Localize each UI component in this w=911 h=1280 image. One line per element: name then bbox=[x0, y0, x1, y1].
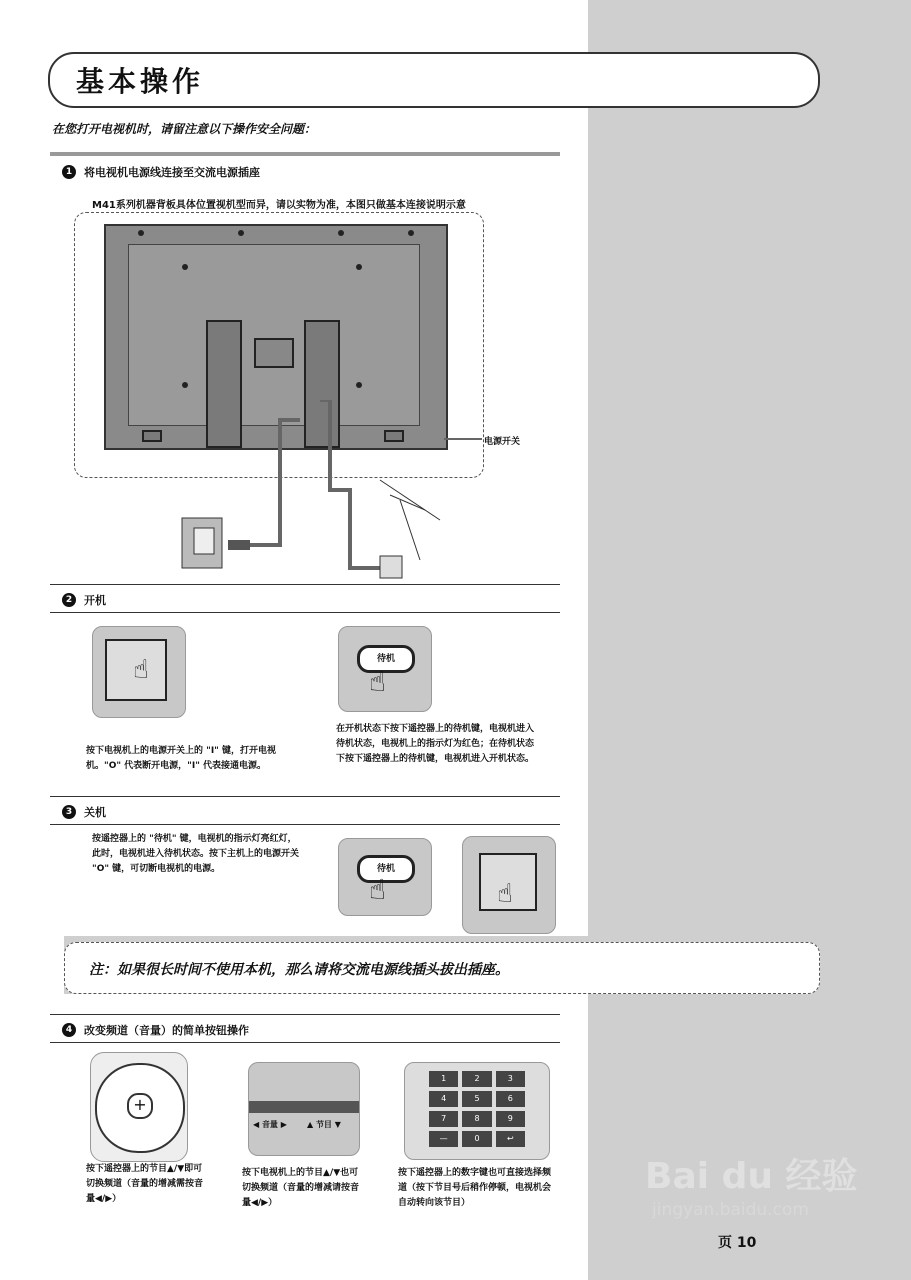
panel-channel-label: ▲ 节目 ▼ bbox=[307, 1120, 341, 1129]
screw bbox=[182, 264, 188, 270]
dpad-center-icon: + bbox=[127, 1093, 153, 1119]
keypad-grid bbox=[429, 1071, 525, 1147]
keypad-key: 6 bbox=[496, 1091, 525, 1107]
section3-badge: 3 bbox=[62, 805, 76, 819]
keypad-key: — bbox=[429, 1131, 458, 1147]
title-box bbox=[48, 52, 820, 108]
section-divider bbox=[50, 824, 560, 825]
section-divider bbox=[50, 152, 560, 156]
page-number: 页 10 bbox=[718, 1235, 757, 1251]
section4-title: 改变频道（音量）的简单按钮操作 bbox=[84, 1024, 249, 1037]
screw bbox=[338, 230, 344, 236]
section-divider bbox=[50, 1014, 560, 1015]
port bbox=[142, 430, 162, 442]
section4-col1-text: 按下遥控器上的节目▲/▼即可切换频道（音量的增减需按音量◀/▶） bbox=[86, 1164, 204, 1204]
section2-left-text: 按下电视机上的电源开关上的 "I" 键，打开电视机。"O" 代表断开电源，"I" 代表接通电源。 bbox=[86, 746, 276, 771]
section2-badge: 2 bbox=[62, 593, 76, 607]
tv-panel-buttons bbox=[248, 1062, 360, 1156]
section1-title: 将电视机电源线连接至交流电源插座 bbox=[84, 166, 260, 179]
keypad-key: 4 bbox=[429, 1091, 458, 1107]
standby-remote-card-off bbox=[338, 838, 432, 916]
cable-diagram bbox=[180, 400, 460, 580]
screw bbox=[238, 230, 244, 236]
power-switch-card bbox=[92, 626, 186, 718]
hand-pointer-icon: ☝ bbox=[497, 879, 513, 909]
hand-pointer-icon: ☝ bbox=[133, 655, 149, 685]
screw bbox=[356, 382, 362, 388]
section1-subnote: M41系列机器背板具体位置视机型而异，请以实物为准，本图只做基本连接说明示意 bbox=[92, 200, 466, 211]
page-title: 基本操作 bbox=[76, 65, 205, 98]
keypad-key: 1 bbox=[429, 1071, 458, 1087]
section4-badge: 4 bbox=[62, 1023, 76, 1037]
keypad-key: 3 bbox=[496, 1071, 525, 1087]
hand-pointer-icon: ☝ bbox=[369, 873, 387, 906]
standby-remote-card bbox=[338, 626, 432, 712]
keypad-key: ↩ bbox=[496, 1131, 525, 1147]
keypad-key: 5 bbox=[462, 1091, 491, 1107]
side-band bbox=[588, 0, 911, 1280]
section1-badge: 1 bbox=[62, 165, 76, 179]
section2-right-text: 在开机状态下按下遥控器上的待机键，电视机进入待机状态，电视机上的指示灯为红色；在待机状态下按下遥控器上的待机键，电视机进入开机状态。 bbox=[336, 724, 535, 764]
power-switch-label: 电源开关 bbox=[484, 437, 521, 447]
remote-keypad bbox=[404, 1062, 550, 1160]
section3-title: 关机 bbox=[84, 806, 106, 819]
label-plate bbox=[254, 338, 294, 368]
section4-col3-text: 按下遥控器上的数字键也可直接选择频道（按下节目号后稍作停顿，电视机会自动转向该节目） bbox=[398, 1168, 552, 1208]
notice-text: 注：如果很长时间不使用本机，那么请将交流电源线插头拔出插座。 bbox=[89, 962, 509, 978]
remote-dpad bbox=[90, 1052, 188, 1162]
screw bbox=[182, 382, 188, 388]
panel-volume-label: ◀ 音量 ▶ bbox=[253, 1120, 287, 1129]
intro-text: 在您打开电视机时，请留注意以下操作安全问题： bbox=[52, 122, 317, 136]
section3-heading bbox=[62, 804, 106, 820]
section3-text: 按遥控器上的 "待机" 键，电视机的指示灯亮红灯，此时，电视机进入待机状态。按下主机上的电源开关 "O" 键，可切断电视机的电源。 bbox=[92, 834, 300, 874]
section-divider bbox=[50, 584, 560, 585]
section4-heading bbox=[62, 1022, 249, 1038]
keypad-key: 7 bbox=[429, 1111, 458, 1127]
watermark-url: jingyan.baidu.com bbox=[652, 1200, 809, 1220]
screw bbox=[356, 264, 362, 270]
button-strip bbox=[249, 1101, 359, 1113]
section-divider bbox=[50, 796, 560, 797]
section-divider bbox=[50, 1042, 560, 1043]
notice-box bbox=[64, 942, 820, 994]
tv-inner-panel bbox=[128, 244, 420, 426]
section1-heading bbox=[62, 164, 260, 180]
watermark-logo: Bai du 经验 bbox=[645, 1156, 858, 1197]
screw bbox=[408, 230, 414, 236]
section2-title: 开机 bbox=[84, 594, 106, 607]
keypad-key: 8 bbox=[462, 1111, 491, 1127]
screw bbox=[138, 230, 144, 236]
keypad-key: 2 bbox=[462, 1071, 491, 1087]
section4-col2-text: 按下电视机上的节目▲/▼也可切换频道（音量的增减请按音量◀/▶） bbox=[242, 1168, 360, 1208]
standby-button: 待机 bbox=[357, 645, 415, 673]
antenna-socket bbox=[380, 556, 402, 578]
section2-heading bbox=[62, 592, 106, 608]
power-switch-off-card bbox=[462, 836, 556, 934]
hand-pointer-icon: ☝ bbox=[369, 665, 387, 698]
section-divider bbox=[50, 612, 560, 613]
keypad-key: 9 bbox=[496, 1111, 525, 1127]
keypad-key: 0 bbox=[462, 1131, 491, 1147]
standby-button: 待机 bbox=[357, 855, 415, 883]
